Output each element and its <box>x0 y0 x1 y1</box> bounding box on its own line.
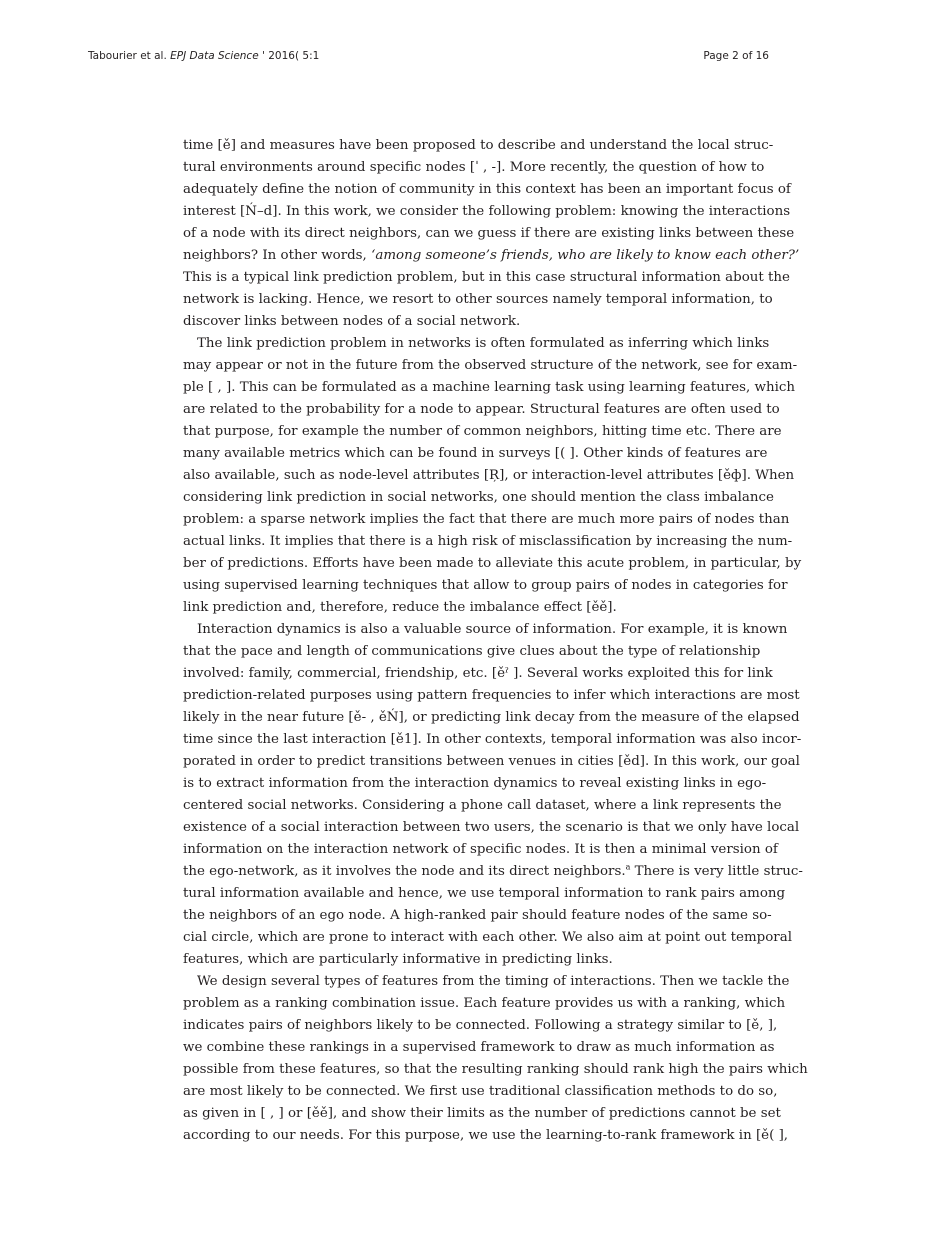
text-line: porated in order to predict transitions between venues in cities [ěd]. In this work, our goal <box>183 754 800 769</box>
header-journal: EPJ Data Science <box>170 50 259 62</box>
text-line: centered social networks. Considering a phone call dataset, where a link represents the <box>183 798 782 813</box>
footnote-marker[interactable]: a <box>625 862 631 872</box>
text-line: time since the last interaction [ě1]. In other contexts, temporal information was also incor- <box>183 732 802 747</box>
text-span: the ego-network, as it involves the node and its direct neighbors. <box>183 864 626 879</box>
text-line: features, which are particularly informative in predicting links. <box>183 952 613 967</box>
text-line: Interaction dynamics is also a valuable source of information. For example, it is known <box>197 622 788 637</box>
text-line: This is a typical link prediction problem, but in this case structural information about the <box>183 270 790 285</box>
text-line: indicates pairs of neighbors likely to be connected. Following a strategy similar to [ě, ], <box>183 1018 778 1033</box>
text-line: of a node with its direct neighbors, can we guess if there are existing links between these <box>183 226 795 241</box>
text-line: according to our needs. For this purpose, we use the learning-to-rank framework in [ě( ], <box>183 1128 789 1143</box>
text-line: may appear or not in the future from the observed structure of the network, see for exam- <box>183 358 798 373</box>
text-line: likely in the near future [ě- , ěŃ], or predicting link decay from the measure of the elapsed <box>183 710 800 725</box>
text-line: are related to the probability for a node to appear. Structural features are often used to <box>183 402 780 417</box>
text-line: existence of a social interaction between two users, the scenario is that we only have local <box>183 820 800 835</box>
text-line: also available, such as node-level attributes [Ŗ], or interaction-level attributes [ěф]. When <box>183 468 795 483</box>
text-span: neighbors? In other words, <box>183 248 372 263</box>
text-line: problem: a sparse network implies the fact that there are much more pairs of nodes than <box>183 512 790 527</box>
text-line: many available metrics which can be found in surveys [( ]. Other kinds of features are <box>183 446 768 461</box>
text-line: cial circle, which are prone to interact with each other. We also aim at point out temporal <box>183 930 792 945</box>
text-line: time [ě] and measures have been proposed to describe and understand the local struc- <box>183 138 774 153</box>
text-line: interest [Ń–d]. In this work, we consider the following problem: knowing the interactions <box>183 204 791 219</box>
text-line: we combine these rankings in a supervised framework to draw as much information as <box>183 1040 775 1055</box>
text-line: possible from these features, so that the resulting ranking should rank high the pairs which <box>183 1062 808 1077</box>
text-line: problem as a ranking combination issue. Each feature provides us with a ranking, which <box>183 996 786 1011</box>
header-citation <box>88 50 319 62</box>
page-number: Page 2 of 16 <box>703 50 769 62</box>
article-body <box>183 135 808 1147</box>
text-line: ber of predictions. Efforts have been made to alleviate this acute problem, in particular, by <box>183 556 802 571</box>
paragraph <box>183 333 802 619</box>
text-line: using supervised learning techniques that allow to group pairs of nodes in categories for <box>183 578 788 593</box>
text-line: information on the interaction network of specific nodes. It is then a minimal version of <box>183 842 778 857</box>
text-line: network is lacking. Hence, we resort to other sources namely temporal information, to <box>183 292 773 307</box>
text-line: discover links between nodes of a social network. <box>183 314 521 329</box>
text-line: that purpose, for example the number of common neighbors, hitting time etc. There are <box>183 424 782 439</box>
text-line <box>183 861 803 883</box>
header-volume: ' 2016( 5:1 <box>262 50 320 62</box>
paragraph <box>183 135 800 333</box>
italic-quote: ‘among someone’s friends, who are likely to know each other?’ <box>371 248 800 263</box>
paragraph <box>183 619 803 971</box>
text-line: considering link prediction in social networks, one should mention the class imbalance <box>183 490 774 505</box>
text-line: actual links. It implies that there is a high risk of misclassification by increasing the num- <box>183 534 793 549</box>
text-line: tural information available and hence, we use temporal information to rank pairs among <box>183 886 786 901</box>
text-line: as given in [ , ] or [ěě], and show their limits as the number of predictions cannot be set <box>183 1106 781 1121</box>
text-line: are most likely to be connected. We first use traditional classification methods to do so, <box>183 1084 778 1099</box>
text-line: that the pace and length of communications give clues about the type of relationship <box>183 644 761 659</box>
text-span: There is very little struc- <box>630 864 803 879</box>
text-line: the neighbors of an ego node. A high-ranked pair should feature nodes of the same so- <box>183 908 772 923</box>
text-line: The link prediction problem in networks is often formulated as inferring which links <box>197 336 770 351</box>
text-line: is to extract information from the interaction dynamics to reveal existing links in ego- <box>183 776 767 791</box>
text-line: link prediction and, therefore, reduce the imbalance effect [ěě]. <box>183 600 617 615</box>
paragraph <box>183 971 808 1147</box>
text-line: We design several types of features from the timing of interactions. Then we tackle the <box>197 974 790 989</box>
text-line: involved: family, commercial, friendship, etc. [ěˀ ]. Several works exploited this for link <box>183 666 773 681</box>
text-line: tural environments around specific nodes [ˈ , -]. More recently, the question of how to <box>183 160 765 175</box>
header-authors: Tabourier et al. <box>88 50 167 62</box>
text-line: ple [ , ]. This can be formulated as a machine learning task using learning features, which <box>183 380 796 395</box>
text-line: prediction-related purposes using pattern frequencies to infer which interactions are most <box>183 688 800 703</box>
text-line <box>183 245 800 267</box>
running-header <box>88 50 769 62</box>
text-line: adequately define the notion of community in this context has been an important focus of <box>183 182 791 197</box>
